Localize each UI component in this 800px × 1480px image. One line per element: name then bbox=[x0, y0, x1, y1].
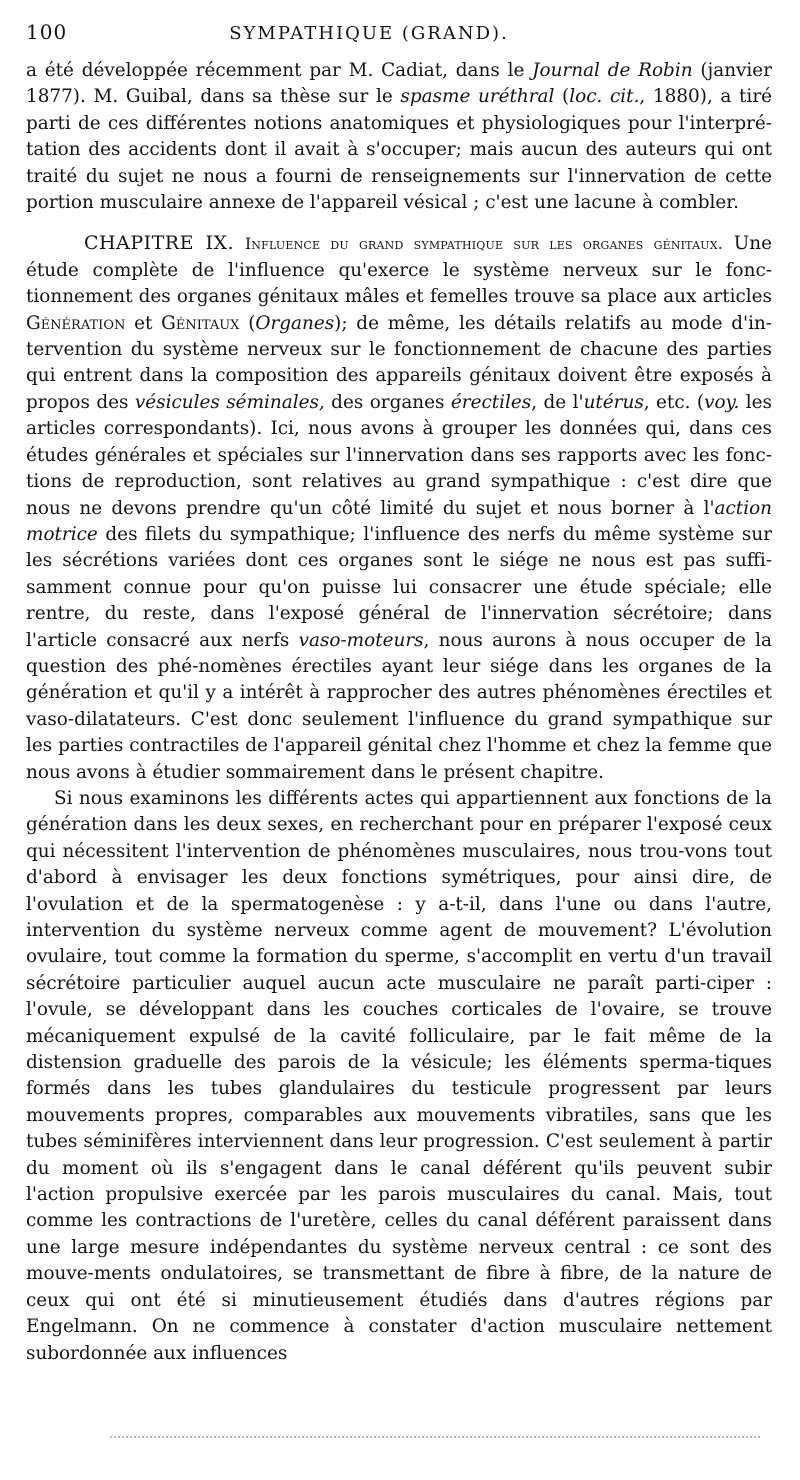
paragraph-examination: Si nous examinons les différents actes qui appartiennent aux fonctions de la génération dans les deux sexes, en recherchant pour en préparer l'exposé ceux qui nécessitent l'intervention de phénomènes musculaires, nous trou-vons tout d'abord à envisager les deux fonctions symétriques, pour ainsi dire, de l'ovulation et de la spermatogenèse : y a-t-il, dans l'une ou dans l'autre, intervention du système nerveux comme agent de mouvement? L'évolution ovulaire, tout comme la formation du sperme, s'accomplit en vertu d'un travail sécrétoire particulier auquel aucun acte musculaire ne paraît parti-ciper : l'ovule, se développant dans les couches corticales de l'ovaire, se trouve mécaniquement expulsé de la cavité folliculaire, par le fait même de la distension graduelle des parois de la vésicule; les éléments sperma-tiques formés dans les tubes glandulaires du testicule progressent par leurs mouvements propres, comparables aux mouvements vibratiles, sans que les tubes séminifères interviennent dans leur progression. C'est seulement à partir du moment où ils s'engagent dans le canal déférent qu'ils peuvent subir l'action propulsive exercée par les parois musculaires du canal. Mais, tout comme les contractions de l'uretère, celles du canal déférent paraissent dans une large mesure indépendantes du système nerveux central : ce sont des mouve-ments ondulatoires, se transmettant de fibre à fibre, de la nature de ceux qui ont été si minutieusement étudiés dans d'autres régions par Engelmann. On ne commence à constater d'action musculaire nettement subordonnée aux influences bbox=[26, 787, 772, 1364]
text-run: les articles correspondants). Ici, nous avons à grouper les données qui, dans ces études générales et spéciales sur l'innervation dans ses rapports avec les fonc-tions de reproduction, sont relatives au grand sympathique : c'est dire que nous ne devons prendre qu'un côté limité du sujet et nous borner à l' bbox=[26, 391, 772, 519]
running-title: SYMPATHIQUE (GRAND). bbox=[229, 23, 509, 44]
italic-run: Journal de Robin bbox=[532, 60, 693, 81]
italic-run: vésicules séminales, bbox=[134, 391, 325, 413]
text-run: a été développée récemment par M. Cadiat, dans le bbox=[26, 60, 533, 81]
text-run: et bbox=[125, 312, 162, 334]
text-run: des organes bbox=[324, 391, 451, 413]
text-run: Une étude complète de l'influence qu'exerce le système nerveux sur le fonc-tionnement des organes génitaux mâles et femelles trouve sa place aux articles bbox=[26, 233, 773, 308]
book-page bbox=[26, 20, 772, 1367]
italic-run: voy. bbox=[704, 391, 740, 413]
page-number: 100 bbox=[26, 20, 68, 44]
text-run: des filets du sympathique; l'influence des nerfs du même système sur les sécrétions variées dont ces organes sont le siége ne nous est pas suffi-samment connue pour qu'on puisse lui consacrer une étude spéciale; elle rentre, du reste, dans l'exposé général de l'innervation sécrétoire; dans l'article consacré aux nerfs bbox=[26, 523, 772, 651]
smallcaps-run: Génitaux bbox=[161, 312, 240, 334]
text-run: ( bbox=[554, 86, 570, 108]
text-run: , etc. ( bbox=[643, 391, 705, 413]
text-run: ); de même, les détails relatifs au mode d'in-tervention du système nerveux sur le fonctionnement de chacune des parties qui entrent dans la composition des appareils génitaux doivent être exposés à propos des bbox=[26, 312, 773, 413]
text-run: , nous aurons à nous occuper de la question des phé-nomènes érectiles ayant leur siége dans les organes de la génération et qu'il y a intérêt à rapprocher des autres phénomènes érectiles et vaso-dilatateurs. C'est donc seulement l'influence du grand sympathique sur les parties contractiles de l'appareil génital chez l'homme et chez la femme que nous avons à étudier sommairement dans le présent chapitre. bbox=[26, 629, 772, 783]
text-run: ( bbox=[239, 312, 256, 334]
italic-run: utérus bbox=[583, 391, 644, 413]
paragraph-intro bbox=[26, 58, 772, 216]
text-run: (janvier 1877). M. Guibal, dans sa thèse sur le bbox=[26, 60, 772, 108]
running-head bbox=[26, 20, 772, 50]
text-run: , 1880), a tiré parti de ces différentes notions anatomiques et physiologiques pour l'interpré-tation des accidents dont il avait à s'occuper; mais aucun des auteurs qui ont traité du sujet ne nous a fourni de renseignements sur l'innervation de cette portion musculaire annexe de l'appareil vésical ; c'est une lacune à combler. bbox=[26, 86, 772, 214]
chapter-paragraph bbox=[26, 230, 772, 786]
italic-run: action motrice bbox=[26, 497, 772, 545]
chapter-title: Influence du grand sympathique sur les organes génitaux. bbox=[244, 235, 723, 254]
italic-run: spasme uréthral bbox=[400, 86, 555, 108]
chapter-label: CHAPITRE IX. bbox=[84, 232, 235, 255]
bottom-rule-dots bbox=[110, 1430, 760, 1438]
italic-run: loc. cit. bbox=[569, 86, 640, 108]
smallcaps-run: Génération bbox=[26, 312, 126, 334]
italic-run: Organes bbox=[255, 312, 335, 334]
text-run: , de l' bbox=[531, 391, 584, 413]
italic-run: vaso-moteurs bbox=[298, 629, 424, 651]
italic-run: érectiles bbox=[450, 391, 532, 413]
